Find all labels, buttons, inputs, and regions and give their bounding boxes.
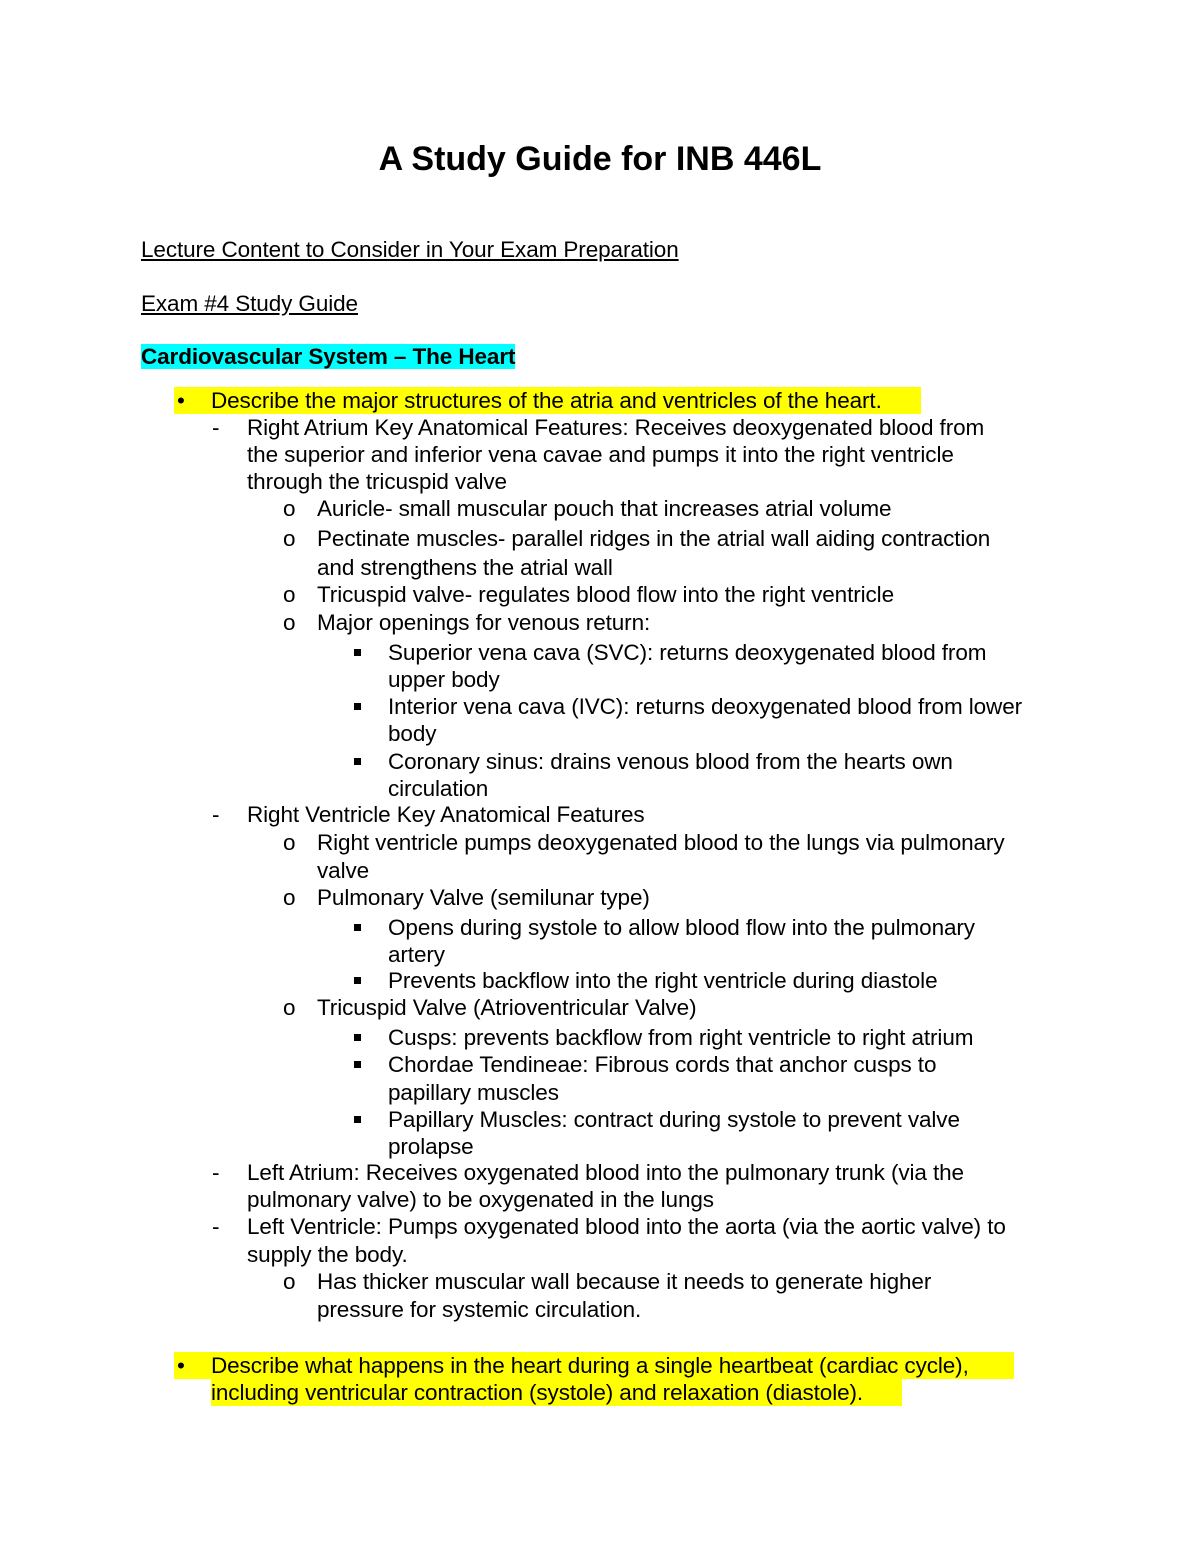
bullet-item-text: Describe what happens in the heart during a single heartbeat (cardiac cycle),	[211, 1353, 969, 1378]
dash-marker: -	[212, 802, 220, 827]
list-item-text: Pectinate muscles- parallel ridges in the atrial wall aiding contraction	[317, 526, 991, 551]
list-item-text: valve	[317, 858, 370, 883]
dash-marker: -	[212, 1214, 220, 1239]
square-bullet-icon	[354, 1034, 361, 1041]
square-bullet-icon	[354, 649, 361, 656]
square-bullet-icon	[354, 977, 361, 984]
circle-marker: o	[283, 526, 296, 551]
list-item-text: Right ventricle pumps deoxygenated blood to the lungs via pulmonary	[317, 830, 1005, 855]
list-item-text: Tricuspid Valve (Atrioventricular Valve)	[317, 995, 697, 1020]
dash-marker: -	[212, 1160, 220, 1185]
section-heading: Cardiovascular System – The Heart	[141, 344, 516, 369]
list-item-text: Has thicker muscular wall because it needs to generate higher	[317, 1269, 932, 1294]
dash-marker: -	[212, 415, 220, 440]
list-item-text: and strengthens the atrial wall	[317, 555, 613, 580]
list-item-text: Left Atrium: Receives oxygenated blood into the pulmonary trunk (via the	[247, 1160, 964, 1185]
list-item-text: through the tricuspid valve	[247, 469, 507, 494]
list-item-text: upper body	[388, 667, 500, 692]
list-item-text: Cusps: prevents backflow from right ventricle to right atrium	[388, 1025, 974, 1050]
list-item-text: Chordae Tendineae: Fibrous cords that anchor cusps to	[388, 1052, 937, 1077]
list-item-text: Interior vena cava (IVC): returns deoxygenated blood from lower	[388, 694, 1023, 719]
square-bullet-icon	[354, 924, 361, 931]
list-item-text: Coronary sinus: drains venous blood from the hearts own	[388, 749, 953, 774]
square-bullet-icon	[354, 758, 361, 765]
list-item-text: papillary muscles	[388, 1080, 559, 1105]
circle-marker: o	[283, 830, 296, 855]
list-item-text: pulmonary valve) to be oxygenated in the lungs	[247, 1187, 714, 1212]
list-item-text: Pulmonary Valve (semilunar type)	[317, 885, 650, 910]
circle-marker: o	[283, 582, 296, 607]
bullet-marker: •	[177, 388, 185, 413]
list-item-text: circulation	[388, 776, 489, 801]
square-bullet-icon	[354, 1061, 361, 1068]
list-item-text: Prevents backflow into the right ventricle during diastole	[388, 968, 938, 993]
bullet-marker: •	[177, 1353, 185, 1378]
list-item-text: Auricle- small muscular pouch that increases atrial volume	[317, 496, 892, 521]
circle-marker: o	[283, 885, 296, 910]
page-title: A Study Guide for INB 446L	[378, 140, 822, 178]
square-bullet-icon	[354, 703, 361, 710]
list-item-text: Major openings for venous return:	[317, 610, 651, 635]
list-item-text: prolapse	[388, 1134, 474, 1159]
list-item-text: supply the body.	[247, 1242, 408, 1267]
circle-marker: o	[283, 496, 296, 521]
list-item-text: artery	[388, 942, 445, 967]
lecture-heading: Lecture Content to Consider in Your Exam Preparation	[141, 237, 679, 262]
list-item-text: pressure for systemic circulation.	[317, 1297, 642, 1322]
square-bullet-icon	[354, 1116, 361, 1123]
list-item-text: Tricuspid valve- regulates blood flow into the right ventricle	[317, 582, 894, 607]
circle-marker: o	[283, 610, 296, 635]
bullet-item-text: Describe the major structures of the atria and ventricles of the heart.	[211, 388, 882, 413]
circle-marker: o	[283, 995, 296, 1020]
list-item-text: the superior and inferior vena cavae and pumps it into the right ventricle	[247, 442, 954, 467]
list-item-text: Papillary Muscles: contract during systole to prevent valve	[388, 1107, 960, 1132]
list-item-text: Left Ventricle: Pumps oxygenated blood into the aorta (via the aortic valve) to	[247, 1214, 1006, 1239]
list-item-text: body	[388, 721, 437, 746]
list-item-text: Opens during systole to allow blood flow into the pulmonary	[388, 915, 975, 940]
list-item-text: Right Ventricle Key Anatomical Features	[247, 802, 645, 827]
circle-marker: o	[283, 1269, 296, 1294]
list-item-text: Superior vena cava (SVC): returns deoxygenated blood from	[388, 640, 987, 665]
exam-heading: Exam #4 Study Guide	[141, 291, 358, 316]
list-item-text: Right Atrium Key Anatomical Features: Receives deoxygenated blood from	[247, 415, 985, 440]
bullet-item-text: including ventricular contraction (systole) and relaxation (diastole).	[211, 1380, 864, 1405]
